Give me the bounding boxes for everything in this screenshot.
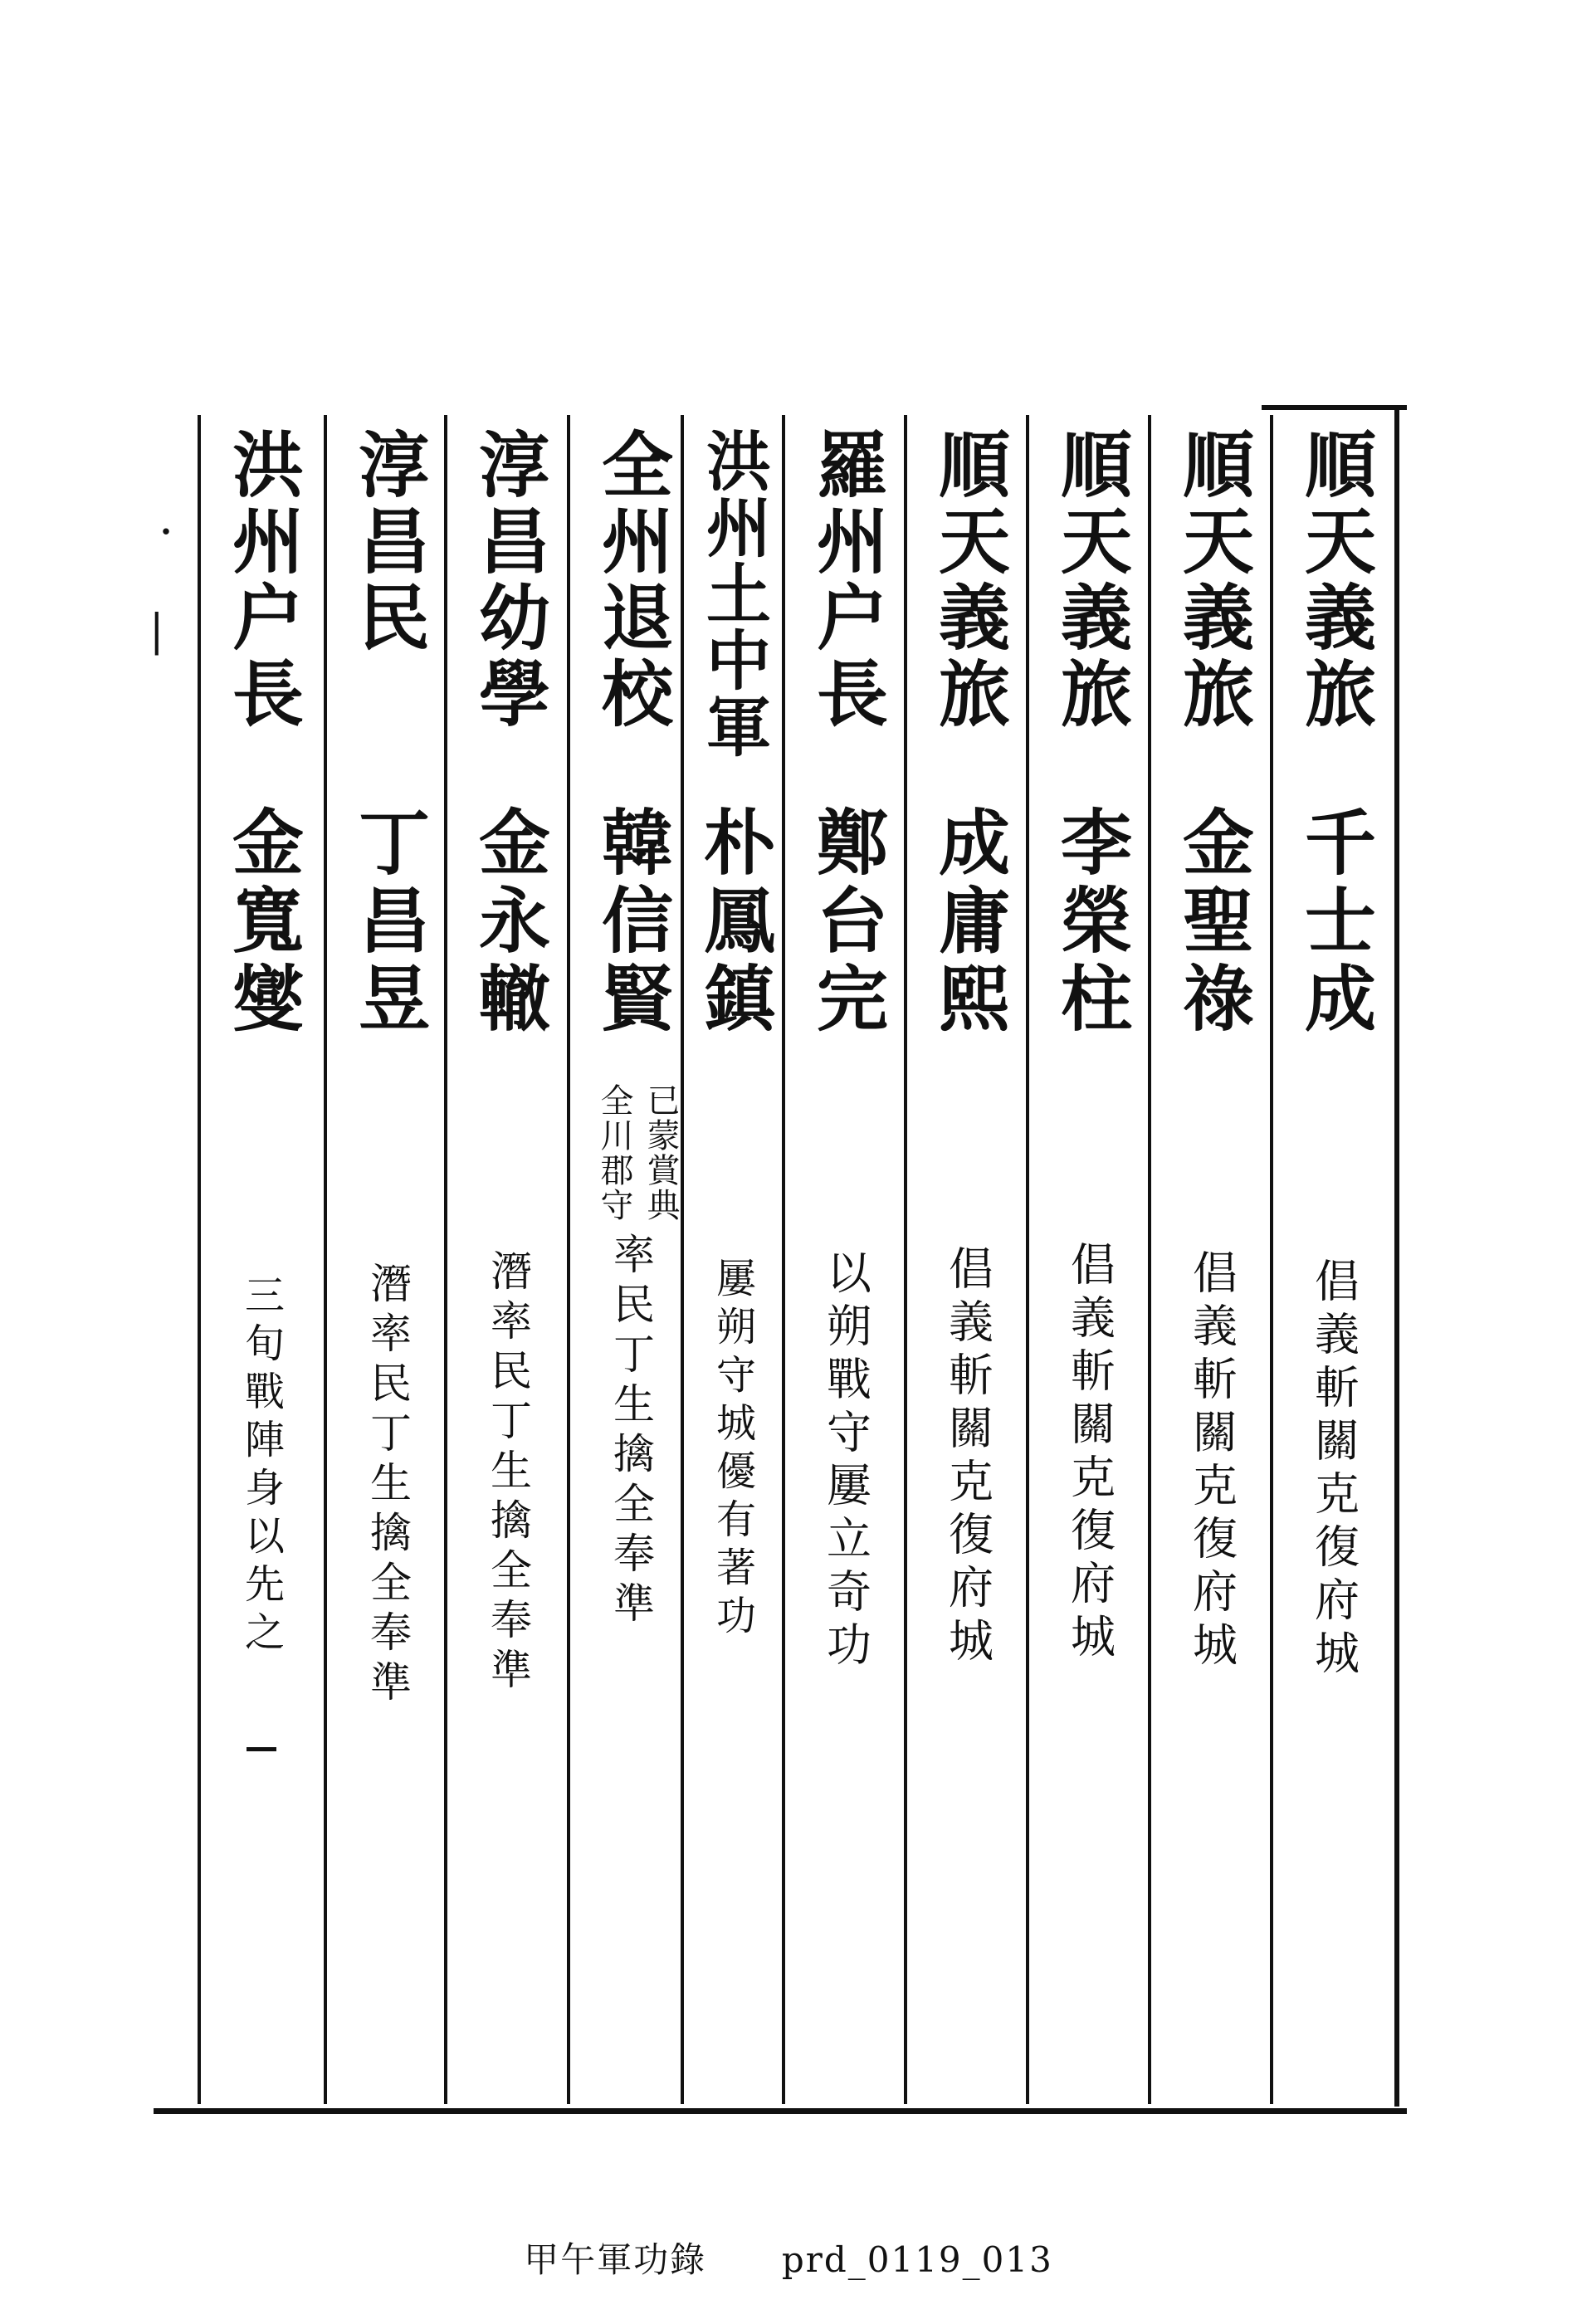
- record-column: [447, 419, 569, 2087]
- record-title: 洪州土中軍: [696, 427, 771, 759]
- end-mark: [247, 1747, 276, 1751]
- record-title: 全州退校: [589, 427, 673, 733]
- record-note: 屢朔守城優有著功: [709, 1257, 756, 1643]
- record-name: 金永轍: [466, 805, 550, 1039]
- record-note: 率民丁生擒全奉準: [607, 1233, 655, 1631]
- record-column: [784, 419, 907, 2087]
- record-title: 洪州户長: [220, 427, 304, 733]
- record-column: [1028, 419, 1151, 2087]
- record-column: [326, 419, 449, 2087]
- record-note: 倡義斬關克復府城: [1063, 1241, 1116, 1666]
- record-title: 順天義旅: [1170, 427, 1254, 733]
- record-note: 潛率民丁生擒全奉準: [484, 1249, 532, 1697]
- record-title: 順天義旅: [1292, 427, 1376, 733]
- record-name: 朴鳳鎮: [691, 805, 775, 1039]
- record-column: [906, 419, 1029, 2087]
- record-column: [1272, 419, 1395, 2087]
- record-name: 成庸熙: [926, 805, 1010, 1039]
- record-name: 金寬燮: [220, 805, 304, 1039]
- record-subnote: 已蒙賞典: [642, 1083, 680, 1223]
- page-id: prd_0119_013: [781, 2239, 1053, 2280]
- margin-mark: ･: [158, 514, 174, 552]
- record-title: 羅州户長: [804, 427, 888, 733]
- record-note: 以朔戰守屢立奇功: [819, 1249, 872, 1674]
- record-name: 千士成: [1292, 805, 1376, 1039]
- record-name: 丁昌昱: [346, 805, 430, 1039]
- record-subnote: 全川郡守: [595, 1083, 633, 1223]
- margin-mark: |: [149, 606, 164, 656]
- record-title: 淳昌幼學: [466, 427, 550, 733]
- record-title: 順天義旅: [926, 427, 1010, 733]
- record-column: [569, 419, 692, 2087]
- record-note: 倡義斬關克復府城: [941, 1245, 994, 1670]
- record-name: 鄭台完: [804, 805, 888, 1039]
- bottom-border-rule: [154, 2108, 1407, 2114]
- record-note: 三旬戰陣身以先之: [237, 1274, 285, 1659]
- record-name: 韓信賢: [589, 805, 673, 1039]
- record-title: 淳昌民: [346, 427, 430, 657]
- book-title: 甲午軍功錄: [524, 2239, 707, 2280]
- record-note: 倡義斬關克復府城: [1185, 1249, 1238, 1674]
- record-column: [683, 419, 783, 2087]
- record-title: 順天義旅: [1048, 427, 1132, 733]
- record-column: [200, 419, 323, 2087]
- record-note: 潛率民丁生擒全奉準: [364, 1262, 412, 1710]
- record-name: 李榮柱: [1048, 805, 1132, 1039]
- record-note: 倡義斬關克復府城: [1307, 1257, 1360, 1682]
- page-caption: [0, 2233, 1577, 2282]
- top-border-rule: [1262, 405, 1407, 410]
- record-name: 金聖祿: [1170, 805, 1254, 1039]
- record-column: [1150, 419, 1273, 2087]
